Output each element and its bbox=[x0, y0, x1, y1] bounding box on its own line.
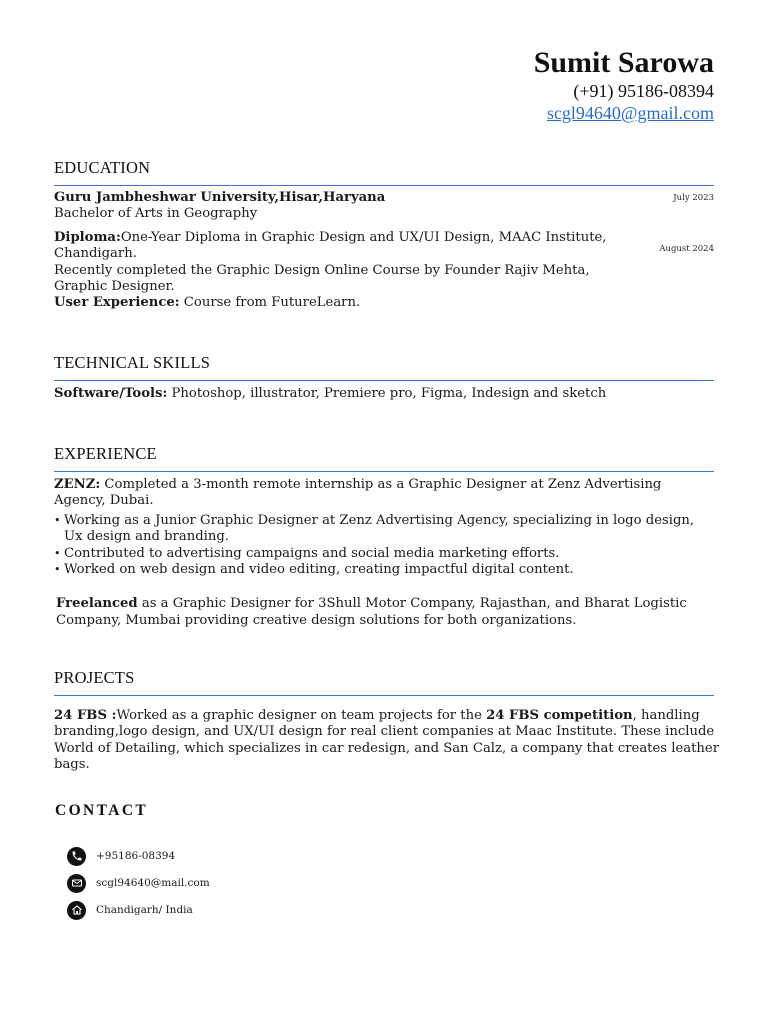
projects-text-c: , handling branding,logo design, and UX/UI design for real client companies at Maac Institute. These include World of Detailing, which specializes in car redesign, and San Calz, a company that creates leather bags. bbox=[54, 708, 720, 773]
university-name: Guru Jambheshwar University,Hisar,Haryana bbox=[54, 190, 386, 205]
zenz-label: ZENZ: bbox=[54, 477, 101, 492]
phone-icon bbox=[67, 847, 86, 866]
header-phone: (+91) 95186-08394 bbox=[573, 81, 714, 101]
education-date-2: August 2024 bbox=[659, 243, 714, 254]
contact-location-text: Chandigarh/ India bbox=[96, 904, 193, 916]
contact-item-phone bbox=[67, 846, 175, 866]
course-text: Recently completed the Graphic Design Online Course by Founder Rajiv Mehta, Graphic Designer. bbox=[54, 262, 590, 295]
education-section bbox=[54, 158, 714, 312]
skills-title: TECHNICAL SKILLS bbox=[54, 353, 211, 372]
contact-phone-text: +95186-08394 bbox=[96, 850, 176, 862]
skills-text: Photoshop, illustrator, Premiere pro, Figma, Indesign and sketch bbox=[167, 386, 607, 401]
contact-item-email bbox=[67, 873, 210, 893]
projects-text-a: Worked as a graphic designer on team projects for the bbox=[116, 708, 487, 723]
ux-text: Course from FutureLearn. bbox=[179, 295, 361, 311]
skills-entry bbox=[54, 386, 714, 402]
degree-name: Bachelor of Arts in Geography bbox=[54, 206, 258, 222]
freelance-entry bbox=[54, 596, 714, 629]
diploma-label: Diploma: bbox=[54, 229, 121, 245]
education-divider bbox=[54, 185, 714, 186]
contact-email-text[interactable]: scgl94640@mail.com bbox=[96, 877, 210, 889]
email-icon bbox=[67, 874, 86, 893]
experience-section bbox=[54, 444, 714, 629]
list-item: • Worked on web design and video editing, creating impactful digital content. bbox=[54, 562, 714, 578]
ux-label: User Experience: bbox=[54, 295, 180, 311]
education-date-1: July 2023 bbox=[673, 193, 714, 203]
projects-title: PROJECTS bbox=[54, 668, 135, 687]
experience-divider bbox=[54, 471, 714, 472]
resume-header bbox=[534, 46, 714, 124]
projects-divider bbox=[54, 695, 714, 696]
freelance-text: as a Graphic Designer for 3Shull Motor Company, Rajasthan, and Bharat Logistic Company, Mumbai providing creative design solutions for both organizations. bbox=[56, 596, 687, 628]
contact-item-location bbox=[67, 900, 193, 920]
diploma-entry bbox=[54, 230, 644, 263]
candidate-name: Sumit Sarowa bbox=[533, 46, 714, 79]
projects-label: 24 FBS : bbox=[54, 708, 117, 723]
skills-divider bbox=[54, 380, 714, 381]
experience-title: EXPERIENCE bbox=[54, 444, 157, 463]
skills-section bbox=[54, 353, 714, 402]
contact-title: CONTACT bbox=[55, 802, 149, 819]
header-email-link[interactable]: scgl94640@gmail.com bbox=[546, 103, 714, 123]
projects-competition: 24 FBS competition bbox=[486, 708, 633, 723]
list-item: • Contributed to advertising campaigns and social media marketing efforts. bbox=[54, 546, 714, 562]
education-title: EDUCATION bbox=[54, 158, 151, 177]
freelance-label: Freelanced bbox=[56, 596, 138, 612]
zenz-entry bbox=[54, 477, 714, 510]
zenz-text: Completed a 3-month remote internship as a Graphic Designer at Zenz Advertising Agency, Dubai. bbox=[54, 477, 662, 509]
home-icon bbox=[67, 901, 86, 920]
projects-entry bbox=[54, 708, 744, 774]
projects-section bbox=[54, 668, 744, 774]
diploma-text: One-Year Diploma in Graphic Design and UX/UI Design, MAAC Institute, Chandigarh. bbox=[54, 229, 607, 262]
experience-bullets bbox=[54, 513, 714, 579]
ux-entry bbox=[54, 295, 714, 311]
list-item: • Working as a Junior Graphic Designer at Zenz Advertising Agency, specializing in logo design, Ux design and branding. bbox=[54, 513, 714, 546]
skills-label: Software/Tools: bbox=[54, 386, 168, 401]
